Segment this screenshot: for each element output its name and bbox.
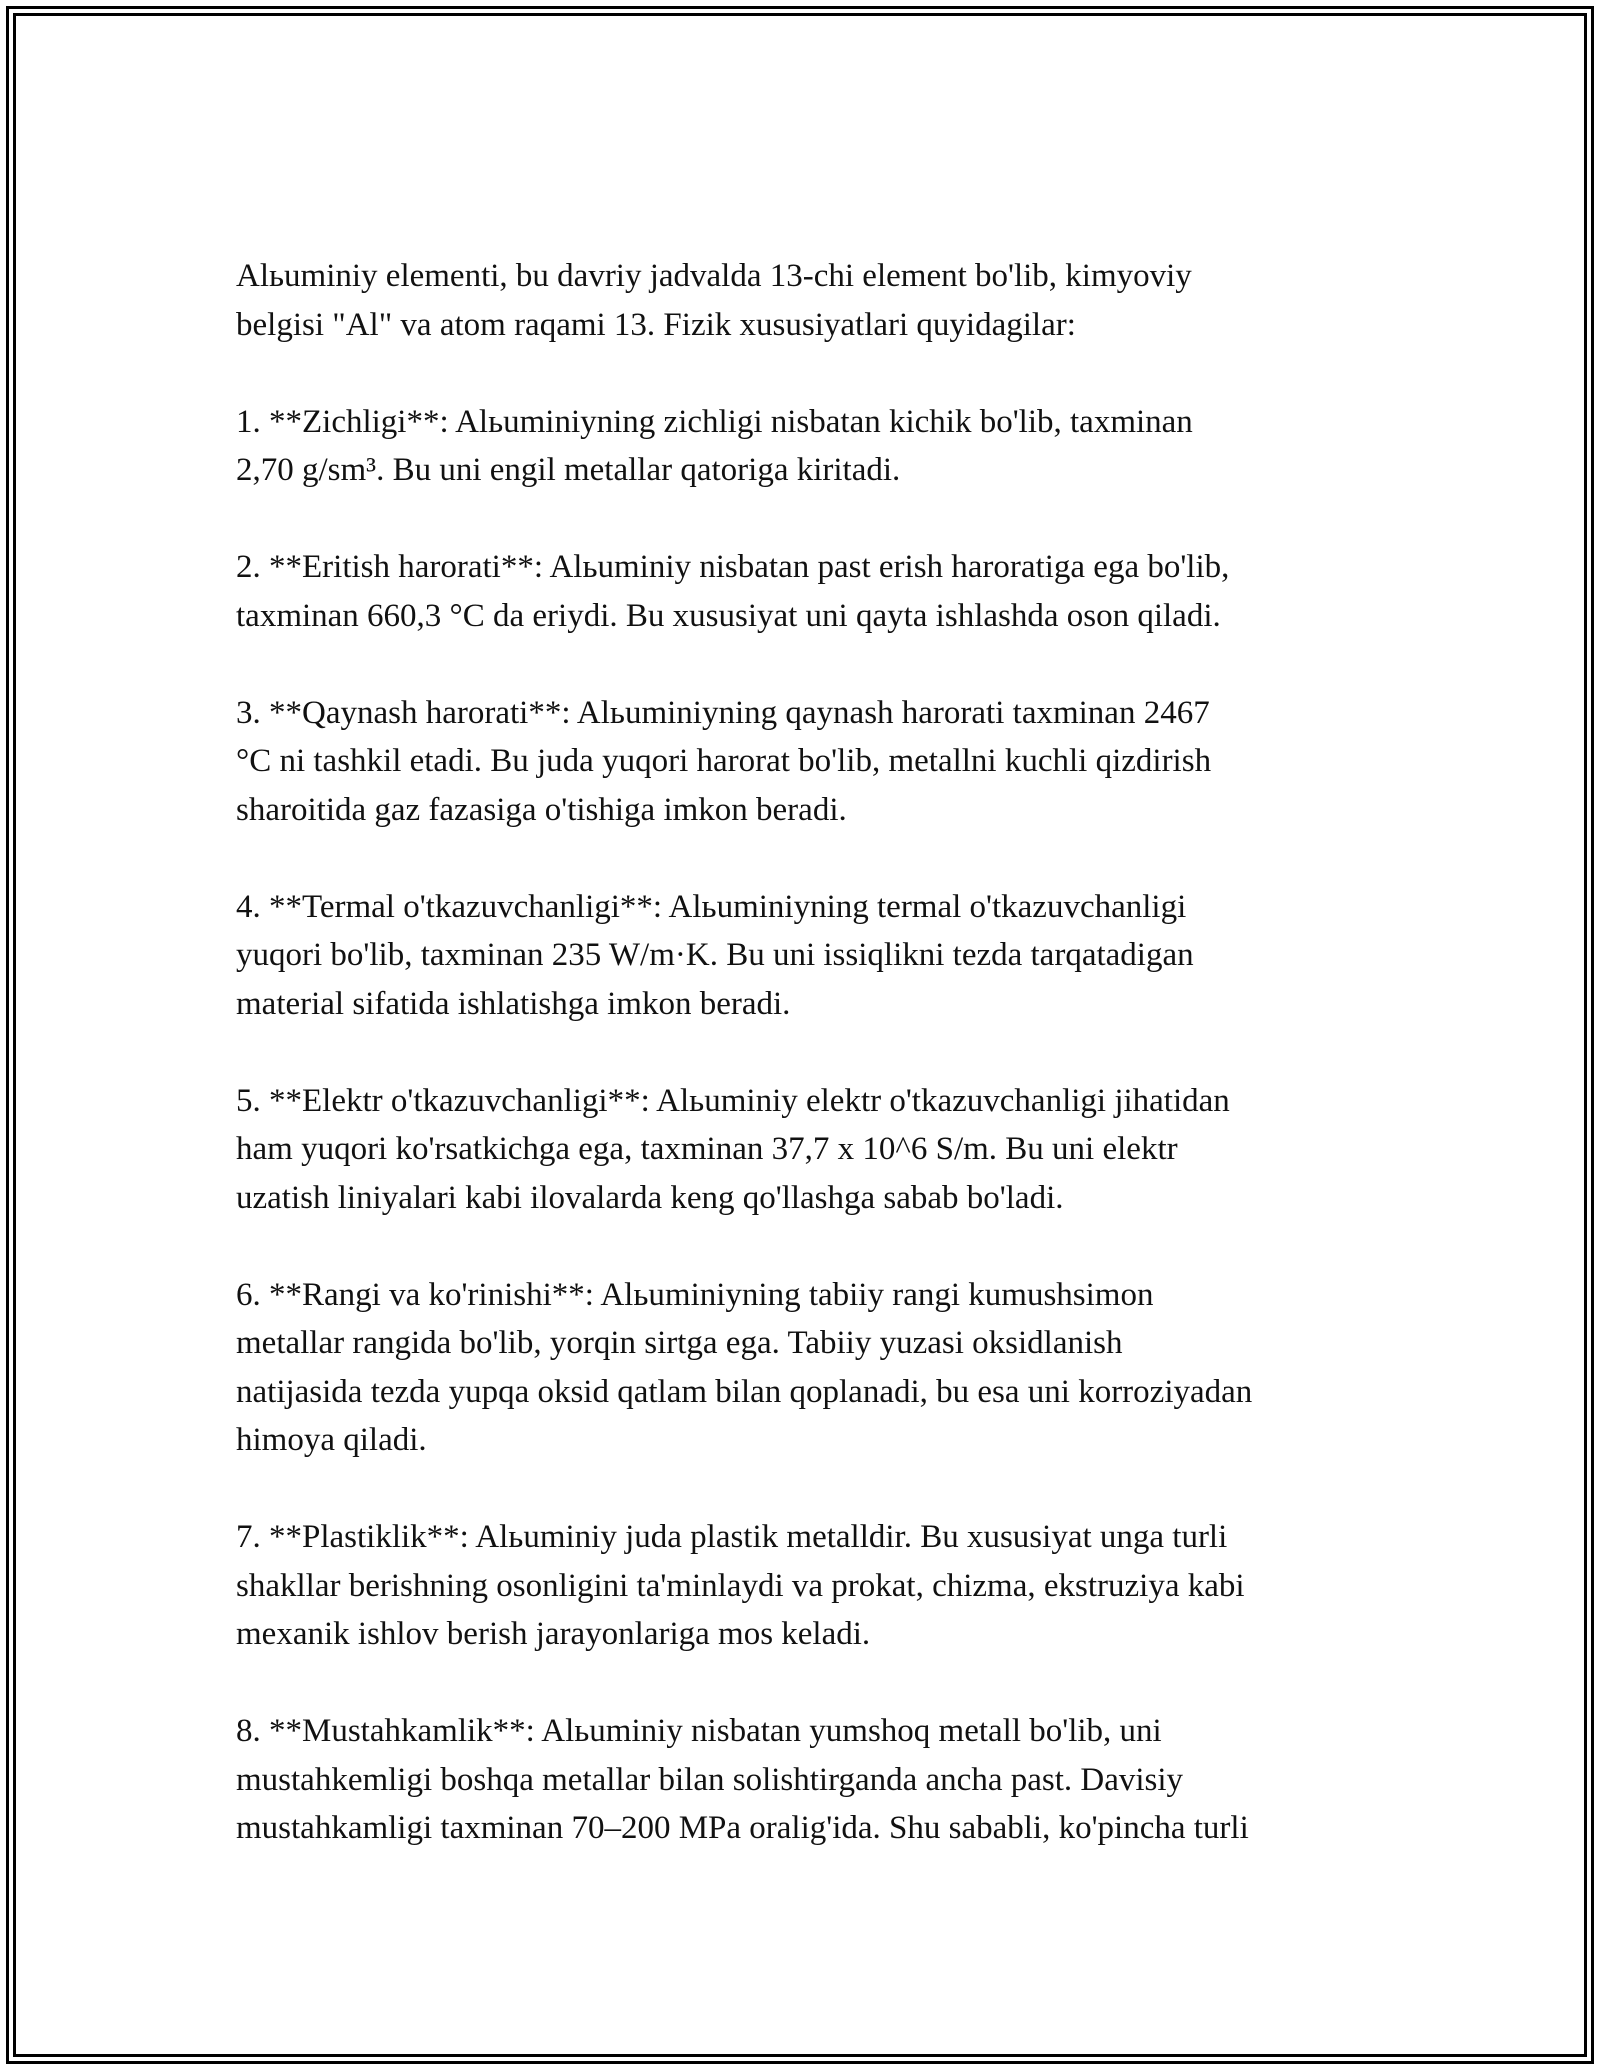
property-electrical-conductivity: 5. **Elektr o'tkazuvchanligi**: Alьuminiy elektr o'tkazuvchanligi jihatidan ham yuqori ko'rsatkichga ega, taxminan 37,7 x 10^6 S/m. Bu uni elektr uzatish liniyalari kabi ilovalarda keng qo'llashga sabab bo'ladi. [236, 1082, 1230, 1216]
intro-paragraph: Alьuminiy elementi, bu davriy jadvalda 13-chi element bo'lib, kimyoviy belgisi "Al" va atom raqami 13. Fizik xususiyatlari quyidagilar: [236, 258, 1192, 343]
property-thermal-conductivity: 4. **Termal o'tkazuvchanligi**: Alьuminiyning termal o'tkazuvchanligi yuqori bo'lib, taxminan 235 W/m·K. Bu uni issiqlikni tezda tarqatadigan material sifatida ishlatishga imkon beradi. [236, 888, 1194, 1022]
property-strength: 8. **Mustahkamlik**: Alьuminiy nisbatan yumshoq metall bo'lib, uni mustahkemligi boshqa metallar bilan solishtirganda ancha past. Davisiy mustahkamligi taxminan 70–200 MPa oralig'ida. Shu sababli, ko'pincha turli [236, 1713, 1249, 1846]
property-density: 1. **Zichligi**: Alьuminiyning zichligi nisbatan kichik bo'lib, taxminan 2,70 g/sm³. Bu uni engil metallar qatoriga kiritadi. [236, 403, 1193, 488]
property-plasticity: 7. **Plastiklik**: Alьuminiy juda plastik metalldir. Bu xususiyat unga turli shakllar berishning osonligini ta'minlaydi va prokat, chizma, ekstruziya kabi mexanik ishlov berish jarayonlariga mos keladi. [236, 1519, 1245, 1652]
property-color-appearance: 6. **Rangi va ko'rinishi**: Alьuminiyning tabiiy rangi kumushsimon metallar rangida bo'lib, yorqin sirtga ega. Tabiiy yuzasi oksidlanish natijasida tezda yupqa oksid qatlam bilan qoplanadi, bu esa uni korroziyadan himoya qiladi. [236, 1276, 1253, 1458]
document-body [236, 252, 1376, 1853]
property-boiling-point: 3. **Qaynash harorati**: Alьuminiyning qaynash harorati taxminan 2467 °C ni tashkil etadi. Bu juda yuqori harorat bo'lib, metallni kuchli qizdirish sharoitida gaz fazasiga o'tishiga imkon beradi. [236, 694, 1212, 828]
property-melting-point: 2. **Eritish harorati**: Alьuminiy nisbatan past erish haroratiga ega bo'lib, taxminan 660,3 °C da eriydi. Bu xususiyat uni qayta ishlashda oson qiladi. [236, 549, 1230, 634]
